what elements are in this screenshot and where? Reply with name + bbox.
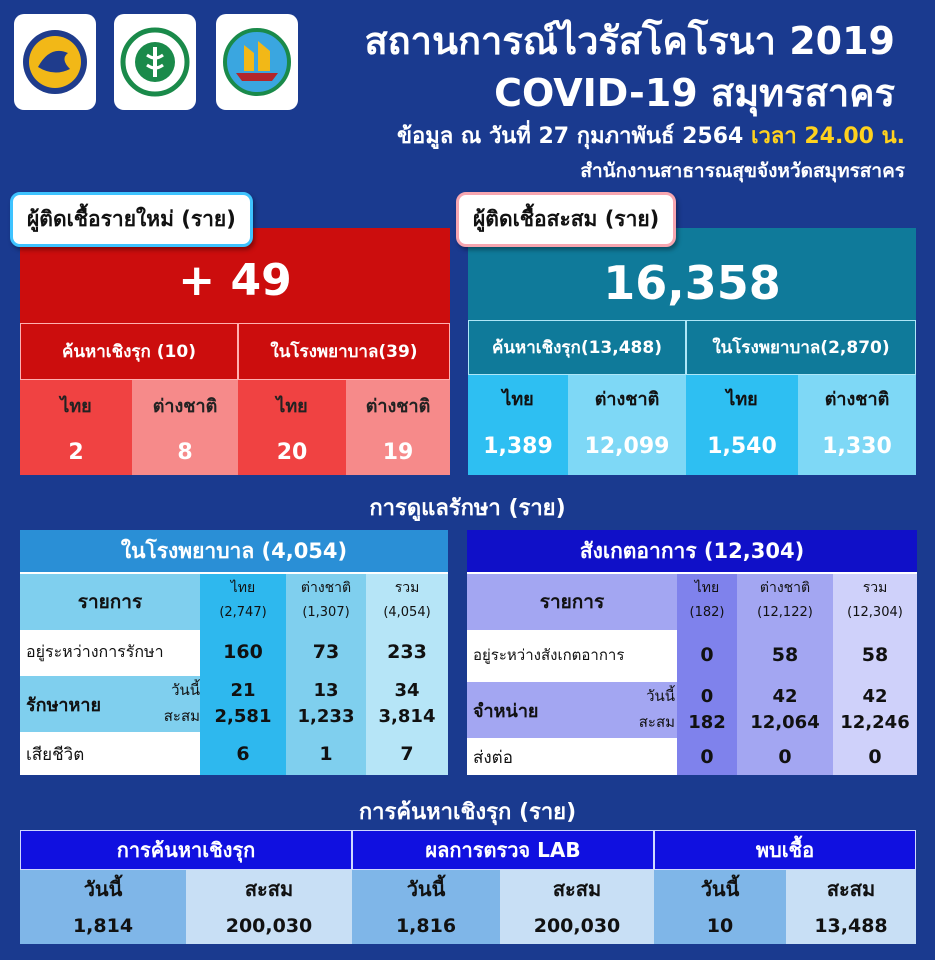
hospital-col-thai: ไทย bbox=[230, 580, 256, 596]
lab-cum-label: สะสม bbox=[552, 877, 602, 901]
observation-row-referred-label: ส่งต่อ bbox=[473, 747, 513, 768]
new-active-foreign-value: 8 bbox=[177, 439, 193, 465]
hospital-recovered-foreign-cum: 1,233 bbox=[297, 705, 355, 727]
observation-discharged-today-label: วันนี้ bbox=[646, 687, 675, 705]
hospital-recovered-foreign-today: 13 bbox=[313, 679, 339, 701]
hospital-row-treating-label: อยู่ระหว่างการรักษา bbox=[26, 641, 164, 661]
found-cum-value: 13,488 bbox=[814, 915, 888, 937]
hospital-col-total: รวม bbox=[394, 580, 420, 596]
lab-cum-value: 200,030 bbox=[533, 915, 621, 937]
hospital-treating-thai: 160 bbox=[223, 641, 263, 663]
observation-col-total-sub: (12,304) bbox=[847, 604, 903, 620]
hospital-recovered-thai-today: 21 bbox=[230, 679, 256, 701]
observation-discharged-foreign-today: 42 bbox=[772, 685, 798, 707]
hospital-recovered-cum-label: สะสม bbox=[163, 707, 200, 725]
lab-today-label: วันนี้ bbox=[406, 877, 446, 901]
observation-col-thai: ไทย bbox=[694, 580, 720, 596]
cum-active-thai-label: ไทย bbox=[502, 388, 534, 410]
search-group-label: การค้นหาเชิงรุก bbox=[20, 830, 352, 870]
hospital-recovered-today-label: วันนี้ bbox=[171, 681, 200, 699]
hospital-row-recovered-label: รักษาหาย bbox=[26, 694, 102, 716]
cum-hospital-foreign-value: 1,330 bbox=[822, 433, 892, 459]
observation-col-foreign-sub: (12,122) bbox=[757, 604, 813, 620]
hospital-recovered-total-today: 34 bbox=[394, 679, 420, 701]
cum-hospital-label: ในโรงพยาบาล(2,870) bbox=[686, 320, 916, 375]
cum-active-foreign-label: ต่างชาติ bbox=[594, 388, 660, 410]
new-hospital-thai-label: ไทย bbox=[276, 395, 308, 417]
observation-discharged-cum-label: สะสม bbox=[638, 713, 675, 731]
lab-today-value: 1,816 bbox=[395, 915, 457, 937]
date-text: ข้อมูล ณ วันที่ 27 กุมภาพันธ์ 2564 bbox=[396, 124, 744, 149]
found-today-label: วันนี้ bbox=[700, 877, 740, 901]
new-active-foreign-label: ต่างชาติ bbox=[152, 395, 218, 417]
observation-referred-thai: 0 bbox=[700, 746, 714, 768]
hospital-treating-foreign: 73 bbox=[312, 641, 340, 663]
observation-discharged-foreign-cum: 12,064 bbox=[750, 711, 820, 733]
cum-active-search-label: ค้นหาเชิงรุก(13,488) bbox=[468, 320, 686, 375]
observation-discharged-thai-cum: 182 bbox=[688, 711, 726, 733]
hospital-recovered-thai-cum: 2,581 bbox=[214, 705, 272, 727]
active-search-section-title: การค้นหาเชิงรุก (ราย) bbox=[358, 800, 577, 825]
treatment-section-title: การดูแลรักษา (ราย) bbox=[369, 496, 566, 521]
observation-col-total: รวม bbox=[862, 580, 888, 596]
observation-table-title: สังเกตอาการ (12,304) bbox=[467, 530, 917, 572]
cum-hospital-foreign-label: ต่างชาติ bbox=[824, 388, 890, 410]
hospital-dead-total: 7 bbox=[400, 743, 414, 765]
observation-col-foreign: ต่างชาติ bbox=[759, 580, 811, 596]
search-cum-label: สะสม bbox=[244, 877, 294, 901]
new-cases-label: ผู้ติดเชื้อรายใหม่ (ราย) bbox=[10, 192, 253, 247]
observation-referred-foreign: 0 bbox=[778, 746, 792, 768]
observation-referred-total: 0 bbox=[868, 746, 882, 768]
new-hospital-foreign-value: 19 bbox=[382, 439, 414, 465]
new-active-thai-value: 2 bbox=[68, 439, 84, 465]
provincial-seal-icon bbox=[14, 14, 96, 110]
hospital-recovered-total-cum: 3,814 bbox=[378, 705, 436, 727]
observation-row-discharged-label: จำหน่าย bbox=[473, 700, 539, 722]
hospital-table-title: ในโรงพยาบาล (4,054) bbox=[20, 530, 448, 572]
observation-discharged-total-today: 42 bbox=[862, 685, 888, 707]
hospital-dead-thai: 6 bbox=[236, 743, 250, 765]
observation-col-thai-sub: (182) bbox=[689, 604, 725, 620]
cumulative-total: 16,358 bbox=[603, 255, 781, 310]
hospital-col-foreign-sub: (1,307) bbox=[302, 604, 350, 620]
hospital-col-thai-sub: (2,747) bbox=[219, 604, 267, 620]
samut-sakhon-junk-ship-icon bbox=[216, 14, 298, 110]
new-cases-total: + 49 bbox=[178, 254, 292, 306]
new-hospital-thai-value: 20 bbox=[276, 439, 308, 465]
observation-observing-total: 58 bbox=[861, 644, 889, 666]
observation-discharged-thai-today: 0 bbox=[700, 685, 714, 707]
date-line bbox=[397, 118, 905, 153]
observation-row-observing-label: อยู่ระหว่างสังเกตอาการ bbox=[473, 646, 625, 664]
cum-active-thai-value: 1,389 bbox=[483, 433, 553, 459]
new-hospital-label: ในโรงพยาบาล(39) bbox=[238, 323, 450, 380]
time-text: เวลา 24.00 น. bbox=[750, 124, 905, 149]
cum-hospital-thai-label: ไทย bbox=[726, 388, 758, 410]
search-cum-value: 200,030 bbox=[225, 915, 313, 937]
title-line-2: COVID-19 สมุทรสาคร bbox=[494, 71, 895, 115]
new-active-search-label: ค้นหาเชิงรุก (10) bbox=[20, 323, 238, 380]
hospital-col-foreign: ต่างชาติ bbox=[300, 580, 352, 596]
hospital-row-dead-label: เสียชีวิต bbox=[26, 744, 85, 765]
found-cum-label: สะสม bbox=[826, 877, 876, 901]
observation-observing-foreign: 58 bbox=[771, 644, 799, 666]
cumulative-label: ผู้ติดเชื้อสะสม (ราย) bbox=[456, 192, 676, 247]
new-active-thai-label: ไทย bbox=[60, 395, 92, 417]
title-line-1: สถานการณ์ไวรัสโคโรนา 2019 bbox=[364, 19, 895, 63]
ministry-of-public-health-icon bbox=[114, 14, 196, 110]
observation-observing-thai: 0 bbox=[700, 644, 714, 666]
hospital-treating-total: 233 bbox=[387, 641, 427, 663]
search-today-value: 1,814 bbox=[72, 915, 134, 937]
observation-discharged-total-cum: 12,246 bbox=[840, 711, 910, 733]
organization-name: สำนักงานสาธารณสุขจังหวัดสมุทรสาคร bbox=[580, 160, 905, 182]
hospital-dead-foreign: 1 bbox=[319, 743, 333, 765]
new-hospital-foreign-label: ต่างชาติ bbox=[365, 395, 431, 417]
cum-hospital-thai-value: 1,540 bbox=[707, 433, 777, 459]
found-today-value: 10 bbox=[706, 915, 734, 937]
hospital-col-item: รายการ bbox=[20, 574, 200, 630]
observation-col-item: รายการ bbox=[467, 574, 677, 630]
found-group-label: พบเชื้อ bbox=[654, 830, 916, 870]
lab-group-label: ผลการตรวจ LAB bbox=[352, 830, 654, 870]
search-today-label: วันนี้ bbox=[83, 877, 123, 901]
hospital-col-total-sub: (4,054) bbox=[383, 604, 431, 620]
cum-active-foreign-value: 12,099 bbox=[584, 433, 670, 459]
